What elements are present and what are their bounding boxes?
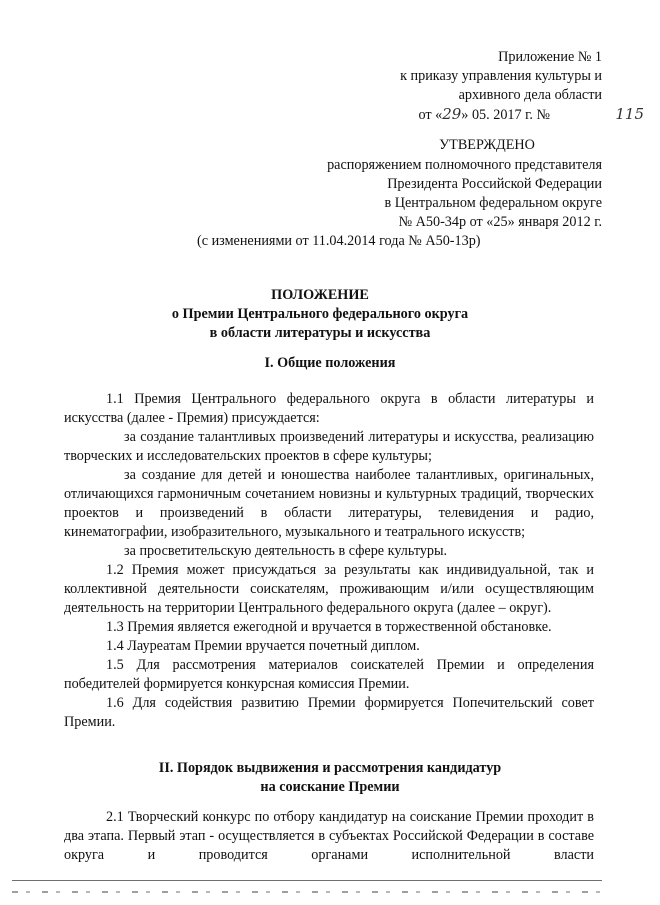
approval-line: Президента Российской Федерации bbox=[387, 176, 602, 192]
approval-line: в Центральном федеральном округе bbox=[384, 195, 602, 211]
appendix-department-line: архивного дела области bbox=[458, 87, 602, 103]
paragraph-1-1-b: за создание для детей и юношества наиболее талантливых, оригинальных, отличающихся гармоничным сочетанием новизны и культурных традиций, творческих проектов и произведений в области литературы, телевидения и радио, кинематографии, изобразительного, музыкального и театрального искусств; bbox=[64, 467, 594, 540]
section-1-heading: I. Общие положения bbox=[264, 355, 396, 371]
title-main: ПОЛОЖЕНИЕ bbox=[271, 287, 369, 303]
document-title bbox=[0, 286, 640, 343]
paragraph-1-6: 1.6 Для содействия развитию Премии формируется Попечительский совет Премии. bbox=[64, 695, 594, 730]
section-2-heading-line-2: на соискание Премии bbox=[260, 779, 400, 795]
approval-block bbox=[182, 136, 602, 251]
title-sub-1: о Премии Центрального федерального округа bbox=[171, 306, 469, 322]
paragraph-1-4: 1.4 Лауреатам Премии вручается почетный диплом. bbox=[106, 638, 420, 654]
scan-footer-artifact bbox=[12, 880, 602, 895]
section-2-heading bbox=[0, 759, 660, 797]
appendix-date-line bbox=[400, 105, 644, 125]
appendix-header bbox=[400, 48, 644, 125]
approval-amendment-note: (с изменениями от 11.04.2014 года № А50-13р) bbox=[197, 233, 481, 249]
handwritten-order-number: 115 bbox=[615, 105, 644, 123]
date-middle: » 05. 2017 г. № bbox=[461, 107, 550, 123]
appendix-number: Приложение № 1 bbox=[498, 49, 602, 65]
section-2-body bbox=[64, 808, 594, 865]
handwritten-day: 29 bbox=[442, 105, 462, 123]
section-2-heading-line-1: II. Порядок выдвижения и рассмотрения кандидатур bbox=[158, 760, 502, 776]
appendix-order-line: к приказу управления культуры и bbox=[400, 68, 602, 84]
approval-heading: УТВЕРЖДЕНО bbox=[439, 137, 535, 153]
paragraph-1-1-c: за просветительскую деятельность в сфере культуры. bbox=[124, 543, 448, 559]
approval-line: № А50-34р от «25» января 2012 г. bbox=[398, 214, 602, 230]
approval-line: распоряжением полномочного представителя bbox=[327, 157, 602, 173]
paragraph-1-2: 1.2 Премия может присуждаться за результаты как индивидуальной, так и коллективной деятельности соискателям, проживающим и/или осуществляющим деятельность на территории Центрального федерального округа (далее – округ). bbox=[64, 562, 594, 616]
date-prefix: от « bbox=[418, 107, 443, 123]
title-sub-2: в области литературы и искусства bbox=[209, 325, 431, 341]
paragraph-1-1: 1.1 Премия Центрального федерального округа в области литературы и искусства (далее - Премия) присуждается: bbox=[64, 391, 594, 426]
paragraph-1-5: 1.5 Для рассмотрения материалов соискателей Премии и определения победителей формируется конкурсная комиссия Премии. bbox=[64, 657, 594, 692]
section-1-body bbox=[64, 390, 594, 732]
paragraph-2-1: 2.1 Творческий конкурс по отбору кандидатур на соискание Премии проходит в два этапа. Первый этап - осуществляется в субъектах Российской Федерации в составе округа и проводится органами исполнительной власти bbox=[64, 809, 594, 863]
paragraph-1-3: 1.3 Премия является ежегодной и вручается в торжественной обстановке. bbox=[106, 619, 552, 635]
paragraph-1-1-a: за создание талантливых произведений литературы и искусства, реализацию творческих и исследовательских проектов в сфере культуры; bbox=[64, 429, 594, 464]
